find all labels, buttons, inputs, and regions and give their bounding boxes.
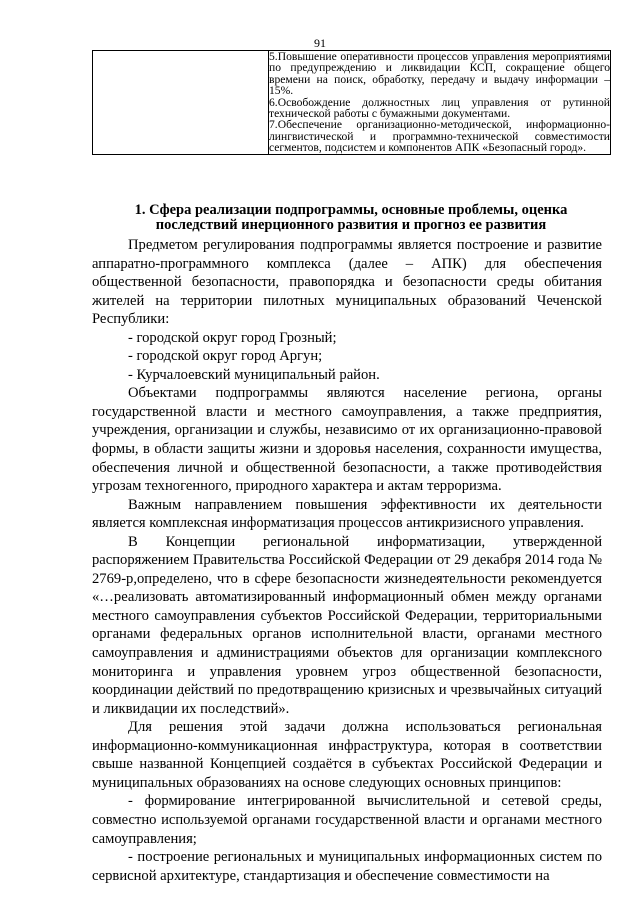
list-item: - Курчалоевский муниципальный район. xyxy=(128,366,380,383)
list-item: - городской округ город Грозный; xyxy=(128,329,337,346)
list-item: - городской округ город Аргун; xyxy=(128,348,323,365)
continuation-table xyxy=(92,50,611,155)
paragraph-concept: В Концепции региональной информатизации, утвержденной распоряжением Правительства Российской Федерации от 29 декабря 2014 года № 2769-р,определено, что в сфере безопасности жизнедеятельности рекомендуется «…реализовать автоматизированный информационный обмен между органами местного самоуправления субъектов Российской Федерации, территориальными органами федеральных органов исполнительной власти, органами местного самоуправления и администрациями объектов для организации комплексного мониторинга и управления уровнем угроз общественной безопасности, координации действий по предотвращению кризисных и чрезвычайных ситуаций и ликвидации их последствий». xyxy=(92,533,602,717)
table-item-7: 7.Обеспечение организационно-методической, информационно-лингвистической и программно-технической совместимости сегментов, подсистем и компонентов АПК «Безопасный город». xyxy=(269,118,610,155)
table-right-cell xyxy=(269,51,611,155)
table-row xyxy=(93,51,611,155)
table-item-6: 6.Освобождение должностных лиц управления от рутинной технической работы с бумажными документами. xyxy=(269,95,610,121)
page-number: 91 xyxy=(314,36,326,50)
paragraph-direction: Важным направлением повышения эффективности их деятельности является комплексная информатизация процессов антикризисного управления. xyxy=(92,496,602,532)
paragraph-objects: Объектами подпрограммы являются население региона, органы государственной власти и местного самоуправления, а также предприятия, учреждения, организации и службы, независимо от их организационно-правовой формы, в области защиты жизни и здоровья населения, сохранности имущества, обеспечения личной и общественной безопасности, а также противодействия угрозам техногенного, природного характера и актам терроризма. xyxy=(92,385,602,495)
body-text xyxy=(92,236,602,885)
list-item: - построение региональных и муниципальных информационных систем по сервисной архитектуре, стандартизация и обеспечение совместимости на xyxy=(92,849,602,884)
paragraph-subject: Предметом регулирования подпрограммы является построение и развитие аппаратно-программного комплекса (далее – АПК) для обеспечения общественной безопасности, правопорядка и безопасности среды обитания жителей на территории пилотных муниципальных образований Чеченской Республики: xyxy=(92,237,602,328)
list-item: - формирование интегрированной вычислительной и сетевой среды, совместно используемой органами государственной власти и органами местного самоуправления; xyxy=(92,793,602,847)
paragraph-infrastructure: Для решения этой задачи должна использоваться региональная информационно-коммуникационная инфраструктура, которая в соответствии свыше названной Концепцией создаётся в субъектах Российской Федерации и муниципальных образованиях на основе следующих основных принципов: xyxy=(92,719,602,791)
section-heading: 1. Сфера реализации подпрограммы, основные проблемы, оценка последствий инерционного развития и прогноз ее развития xyxy=(134,202,568,233)
table-left-cell xyxy=(93,51,269,155)
table-item-5: 5.Повышение оперативности процессов управления мероприятиями по предупреждению и ликвидации КСП, сокращение общего времени на поиск, обработку, передачу и выдачу информации – 15%. xyxy=(269,50,610,98)
